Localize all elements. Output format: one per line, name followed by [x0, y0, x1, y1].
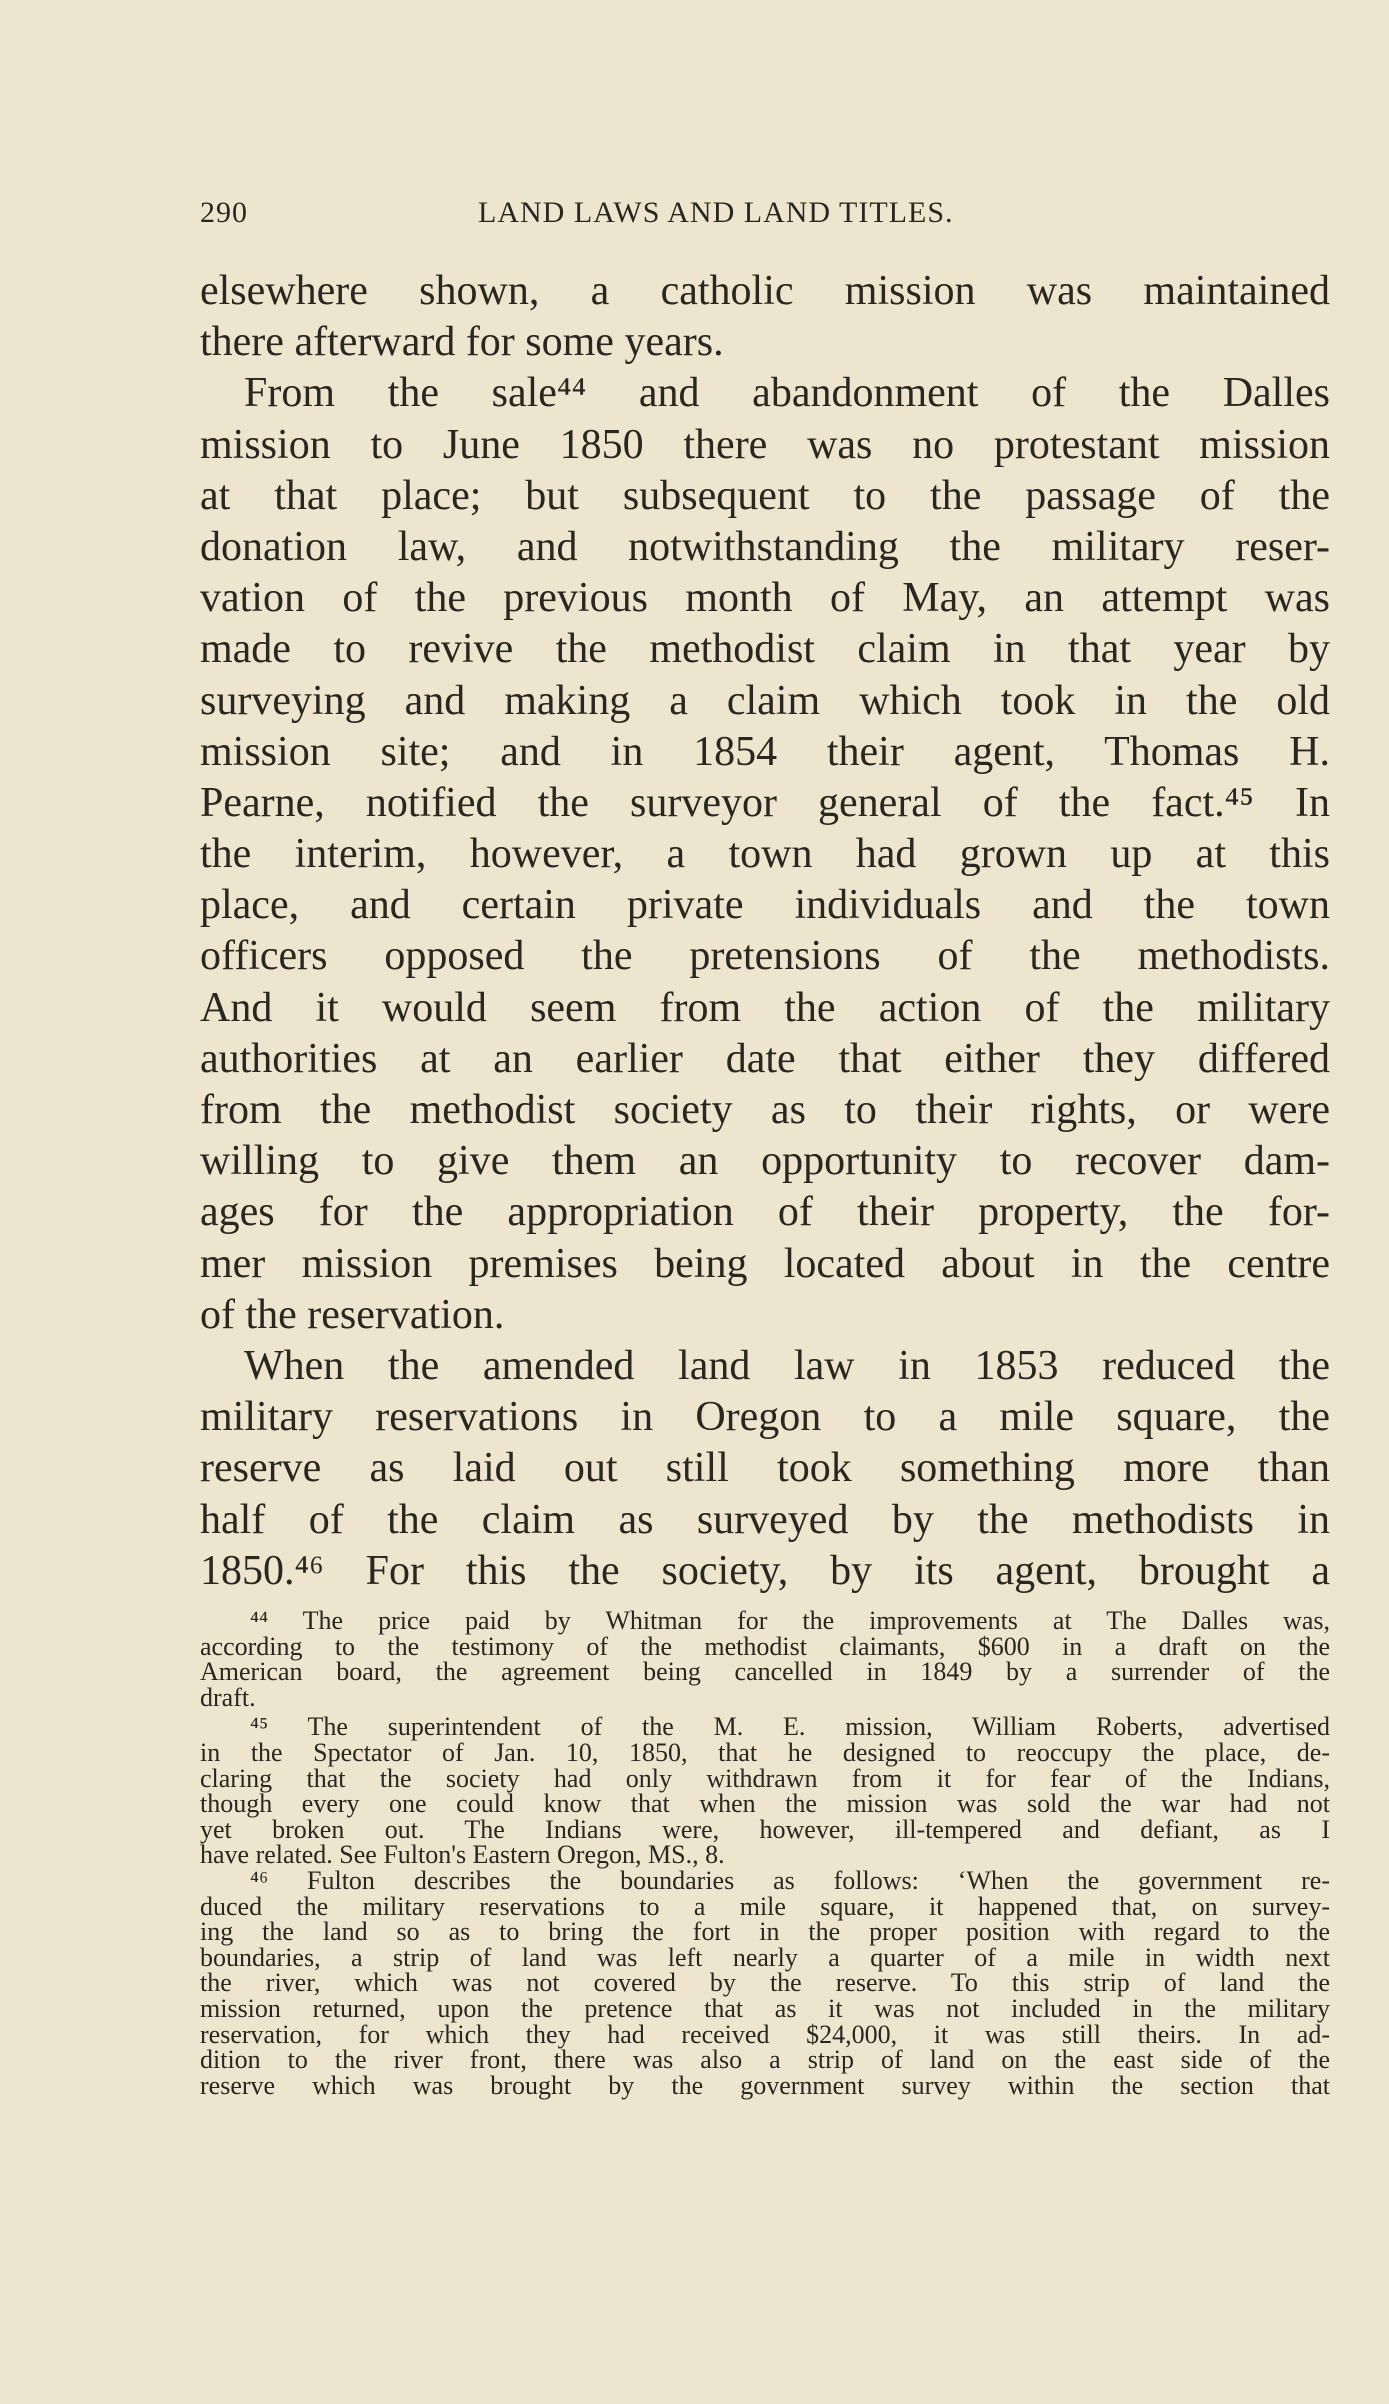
footnotes: [200, 1608, 1330, 2098]
footnote-line: American board, the agreement being cancelled in 1849 by a surrender of the: [200, 1657, 1330, 1687]
body-line: donation law, and notwithstanding the military reser-: [200, 523, 1330, 570]
footnote-line: according to the testimony of the methodist claimants, $600 in a draft on the: [200, 1631, 1330, 1661]
body-line: 1850.⁴⁶ For this the society, by its agent, brought a: [200, 1547, 1330, 1594]
body-text: [200, 266, 1330, 1597]
body-line: mer mission premises being located about in the centre: [200, 1240, 1330, 1287]
footnote-line: ⁴⁶ Fulton describes the boundaries as follows: ‘When the government re-: [250, 1865, 1330, 1895]
footnote-line: dition to the river front, there was also a strip of land on the east side of the: [200, 2045, 1330, 2075]
footnote-line: the river, which was not covered by the reserve. To this strip of land the: [200, 1968, 1330, 1998]
page-number: 290: [200, 196, 248, 229]
footnote-line: ing the land so as to bring the fort in the proper position with regard to the: [200, 1917, 1330, 1947]
running-title: LAND LAWS AND LAND TITLES.: [478, 196, 954, 229]
body-line: at that place; but subsequent to the passage of the: [200, 472, 1330, 519]
body-line: the interim, however, a town had grown up at this: [200, 831, 1330, 878]
body-line: reserve as laid out still took something more than: [200, 1445, 1330, 1492]
body-line: surveying and making a claim which took in the old: [200, 677, 1330, 724]
body-line: And it would seem from the action of the military: [200, 984, 1330, 1031]
body-line: Pearne, notified the surveyor general of the fact.⁴⁵ In: [200, 779, 1330, 826]
footnote-line: boundaries, a strip of land was left nearly a quarter of a mile in width next: [200, 1942, 1330, 1972]
body-line: From the sale⁴⁴ and abandonment of the Dalles: [244, 370, 1330, 417]
body-line: officers opposed the pretensions of the methodists.: [200, 933, 1330, 980]
footnote-line: in the Spectator of Jan. 10, 1850, that he designed to reoccupy the place, de-: [200, 1737, 1330, 1767]
body-line: there afterward for some years.: [200, 319, 724, 366]
page-header: [200, 196, 1060, 236]
footnote-line: claring that the society had only withdrawn from it for fear of the Indians,: [200, 1763, 1330, 1793]
footnote-line: ⁴⁵ The superintendent of the M. E. mission, William Roberts, advertised: [250, 1712, 1330, 1742]
footnote-line: reserve which was brought by the government survey within the section that: [200, 2070, 1330, 2100]
body-line: made to revive the methodist claim in that year by: [200, 626, 1330, 673]
footnote-line: duced the military reservations to a mile square, it happened that, on survey-: [200, 1891, 1330, 1921]
body-line: ages for the appropriation of their property, the for-: [200, 1189, 1330, 1236]
footnote-line: have related. See Fulton's Eastern Oregon, MS., 8.: [200, 1840, 725, 1870]
footnote-line: mission returned, upon the pretence that as it was not included in the military: [200, 1993, 1330, 2023]
body-line: mission site; and in 1854 their agent, Thomas H.: [200, 728, 1330, 775]
body-line: place, and certain private individuals and the town: [200, 882, 1330, 929]
body-line: authorities at an earlier date that either they differed: [200, 1035, 1330, 1082]
body-line: When the amended land law in 1853 reduced the: [244, 1342, 1330, 1389]
footnote-line: yet broken out. The Indians were, however, ill-tempered and defiant, as I: [200, 1814, 1330, 1844]
footnote-line: though every one could know that when the mission was sold the war had not: [200, 1789, 1330, 1819]
body-line: from the methodist society as to their rights, or were: [200, 1087, 1330, 1133]
body-line: vation of the previous month of May, an attempt was: [200, 575, 1330, 622]
footnote-line: reservation, for which they had received $24,000, it was still theirs. In ad-: [200, 2019, 1330, 2049]
footnote-line: ⁴⁴ The price paid by Whitman for the improvements at The Dalles was,: [250, 1606, 1330, 1635]
footnote-line: draft.: [200, 1682, 256, 1712]
body-line: willing to give them an opportunity to recover dam-: [200, 1138, 1330, 1185]
body-line: half of the claim as surveyed by the methodists in: [200, 1496, 1330, 1543]
body-line: elsewhere shown, a catholic mission was maintained: [200, 268, 1330, 314]
body-line: military reservations in Oregon to a mile square, the: [200, 1394, 1330, 1441]
body-line: mission to June 1850 there was no protestant mission: [200, 421, 1330, 468]
body-line: of the reservation.: [200, 1291, 505, 1338]
